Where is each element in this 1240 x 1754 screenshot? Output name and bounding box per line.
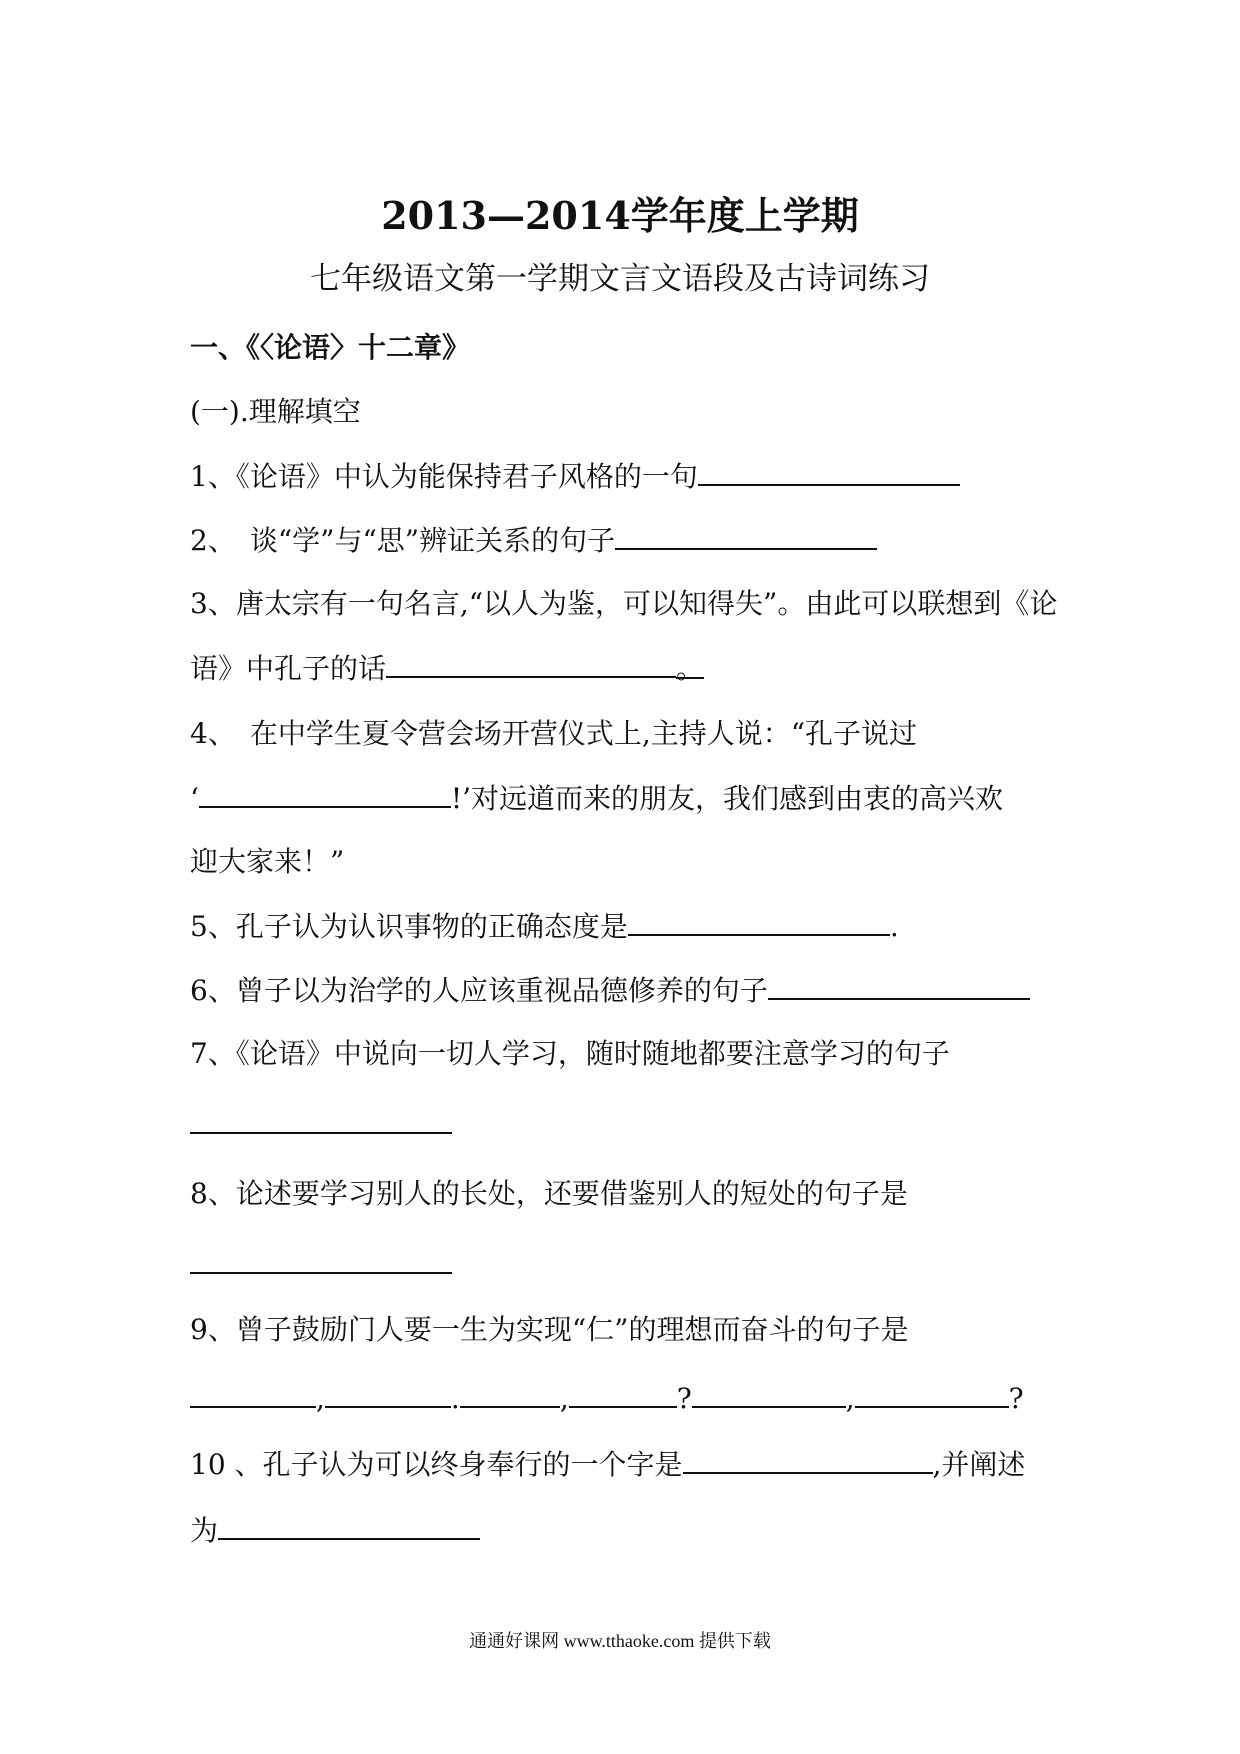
question-10 [190, 1440, 1060, 1489]
question-4-open-quote: ‘ [190, 782, 199, 815]
question-3-text: 语》中孔子的话 [190, 652, 387, 685]
question-4-text: !’对远道而来的朋友，我们感到由衷的高兴欢 [450, 782, 1004, 815]
footer-source: 通通好课网 www.tthaoke.com 提供下载 [469, 1631, 771, 1651]
question-5-end: . [889, 910, 899, 943]
question-2-text: 2、 谈“学”与“思”辨证关系的句子 [190, 524, 616, 557]
answer-blank-10b[interactable] [218, 1506, 480, 1540]
question-9-answer-line [190, 1374, 1060, 1423]
question-7: 7、《论语》中说向一切人学习，随时随地都要注意学习的句子 [190, 1037, 950, 1070]
answer-blank-9c[interactable] [460, 1374, 560, 1408]
punct-9e: , [845, 1382, 855, 1415]
question-6-text: 6、曾子以为治学的人应该重视品德修养的句子 [190, 974, 768, 1007]
punct-9d: ? [676, 1382, 692, 1415]
answer-blank-9f[interactable] [855, 1374, 1009, 1408]
question-2 [190, 516, 1060, 565]
answer-blank-6[interactable] [768, 966, 1030, 1000]
question-6 [190, 966, 1060, 1015]
section-heading: 一、《〈论语〉十二章》 [190, 331, 471, 364]
answer-blank-4[interactable] [199, 774, 451, 808]
question-4-line-2 [190, 774, 1060, 823]
question-1-text: 1、《论语》中认为能保持君子风格的一句 [190, 460, 698, 493]
answer-blank-1[interactable] [698, 452, 960, 486]
question-9: 9、曾子鼓励门人要一生为实现“仁”的理想而奋斗的句子是 [190, 1313, 909, 1346]
question-5-text: 5、孔子认为认识事物的正确态度是 [190, 910, 628, 943]
answer-blank-8[interactable] [190, 1240, 452, 1274]
part-heading: (一).理解填空 [190, 395, 361, 428]
question-8: 8、论述要学习别人的长处，还要借鉴别人的短处的句子是 [190, 1177, 908, 1210]
answer-blank-3[interactable] [386, 644, 676, 678]
question-10-text: 10 、孔子认为可以终身奉行的一个字是 [190, 1448, 683, 1481]
question-10-line-2 [190, 1506, 1060, 1555]
question-3-line-2 [190, 644, 1060, 693]
question-3-line-1: 3、唐太宗有一句名言,“以人为鉴，可以知得失”。由此可以联想到《论 [190, 587, 1058, 620]
question-10-mid: ,并阐述 [932, 1448, 1026, 1481]
answer-blank-9a[interactable] [190, 1374, 316, 1408]
punct-9b: . [450, 1382, 460, 1415]
answer-blank-9e[interactable] [692, 1374, 846, 1408]
question-4-line-1: 4、 在中学生夏令营会场开营仪式上,主持人说：“孔子说过 [190, 717, 918, 750]
answer-blank-7[interactable] [190, 1100, 452, 1134]
page-title: 2013—2014学年度上学期 [381, 193, 859, 238]
question-8-answer-line [190, 1240, 1060, 1289]
question-4-line-3: 迎大家来！” [190, 845, 345, 878]
question-10-line-2-text: 为 [190, 1514, 219, 1547]
answer-blank-2[interactable] [615, 516, 877, 550]
question-1 [190, 452, 1060, 501]
answer-blank-9b[interactable] [325, 1374, 451, 1408]
question-7-answer-line [190, 1100, 1060, 1149]
answer-blank-10a[interactable] [683, 1440, 933, 1474]
punct-9a: , [316, 1382, 325, 1415]
punct-9f: ? [1008, 1382, 1024, 1415]
question-3-end: 。 [676, 645, 704, 679]
answer-blank-5[interactable] [628, 902, 890, 936]
punct-9c: , [559, 1382, 569, 1415]
question-5 [190, 902, 1060, 951]
page-subtitle: 七年级语文第一学期文言文语段及古诗词练习 [310, 261, 930, 297]
answer-blank-9d[interactable] [569, 1374, 677, 1408]
